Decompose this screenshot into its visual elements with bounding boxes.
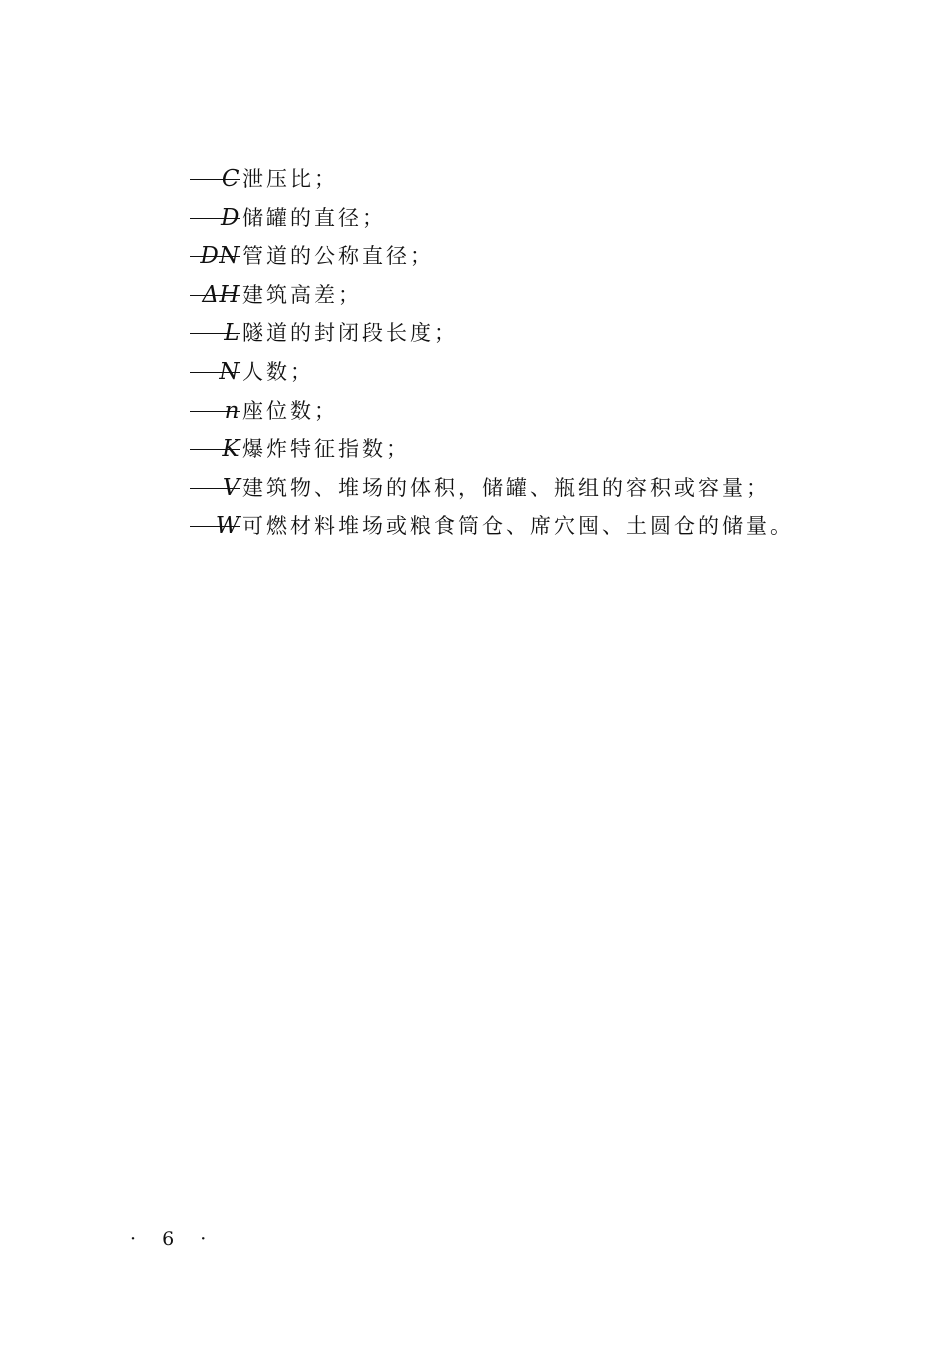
symbol-row-k: [0, 430, 952, 469]
symbol-term: ΔH: [202, 281, 240, 308]
symbol-term: D: [221, 204, 240, 231]
symbol-description: 爆炸特征指数；: [242, 437, 410, 462]
em-dash: [190, 179, 240, 180]
em-dash: [190, 449, 240, 450]
symbol-row-n-lower: [0, 392, 952, 431]
symbol-term: V: [222, 474, 240, 501]
page-number: · 6 ·: [130, 1228, 217, 1250]
symbol-row-d: [0, 199, 952, 238]
symbol-description: 管道的公称直径；: [242, 244, 434, 269]
symbol-description: 建筑高差；: [242, 282, 362, 307]
symbol-term: W: [215, 513, 240, 540]
symbol-description: 可燃材料堆场或粮食筒仓、席穴囤、土圆仓的储量。: [242, 514, 794, 539]
symbol-row-l: [0, 314, 952, 353]
symbol-description: 座位数；: [242, 398, 338, 423]
symbol-term: DN: [200, 243, 240, 270]
em-dash: [190, 526, 240, 527]
symbol-row-delta-h: [0, 276, 952, 315]
em-dash: [190, 218, 240, 219]
symbol-term: L: [224, 320, 240, 347]
symbol-row-n-upper: [0, 353, 952, 392]
em-dash: [190, 333, 240, 334]
symbol-row-w: [0, 507, 952, 546]
symbol-term: K: [222, 436, 240, 463]
symbol-term: C: [221, 166, 240, 192]
symbol-description: 建筑物、堆场的体积，储罐、瓶组的容积或容量；: [242, 475, 770, 500]
symbol-term: N: [219, 358, 240, 385]
em-dash: [190, 411, 240, 412]
symbol-row-c: [0, 160, 952, 199]
symbol-description: 泄压比；: [242, 167, 338, 191]
em-dash: [190, 256, 240, 257]
symbol-row-dn: [0, 237, 952, 276]
em-dash: [190, 295, 240, 296]
em-dash: [190, 488, 240, 489]
em-dash: [190, 372, 240, 373]
symbol-definition-list: [0, 160, 952, 546]
symbol-row-v: [0, 469, 952, 508]
symbol-description: 储罐的直径；: [242, 205, 386, 230]
symbol-term: n: [224, 397, 240, 424]
symbol-description: 人数；: [242, 359, 314, 384]
symbol-description: 隧道的封闭段长度；: [242, 321, 458, 346]
